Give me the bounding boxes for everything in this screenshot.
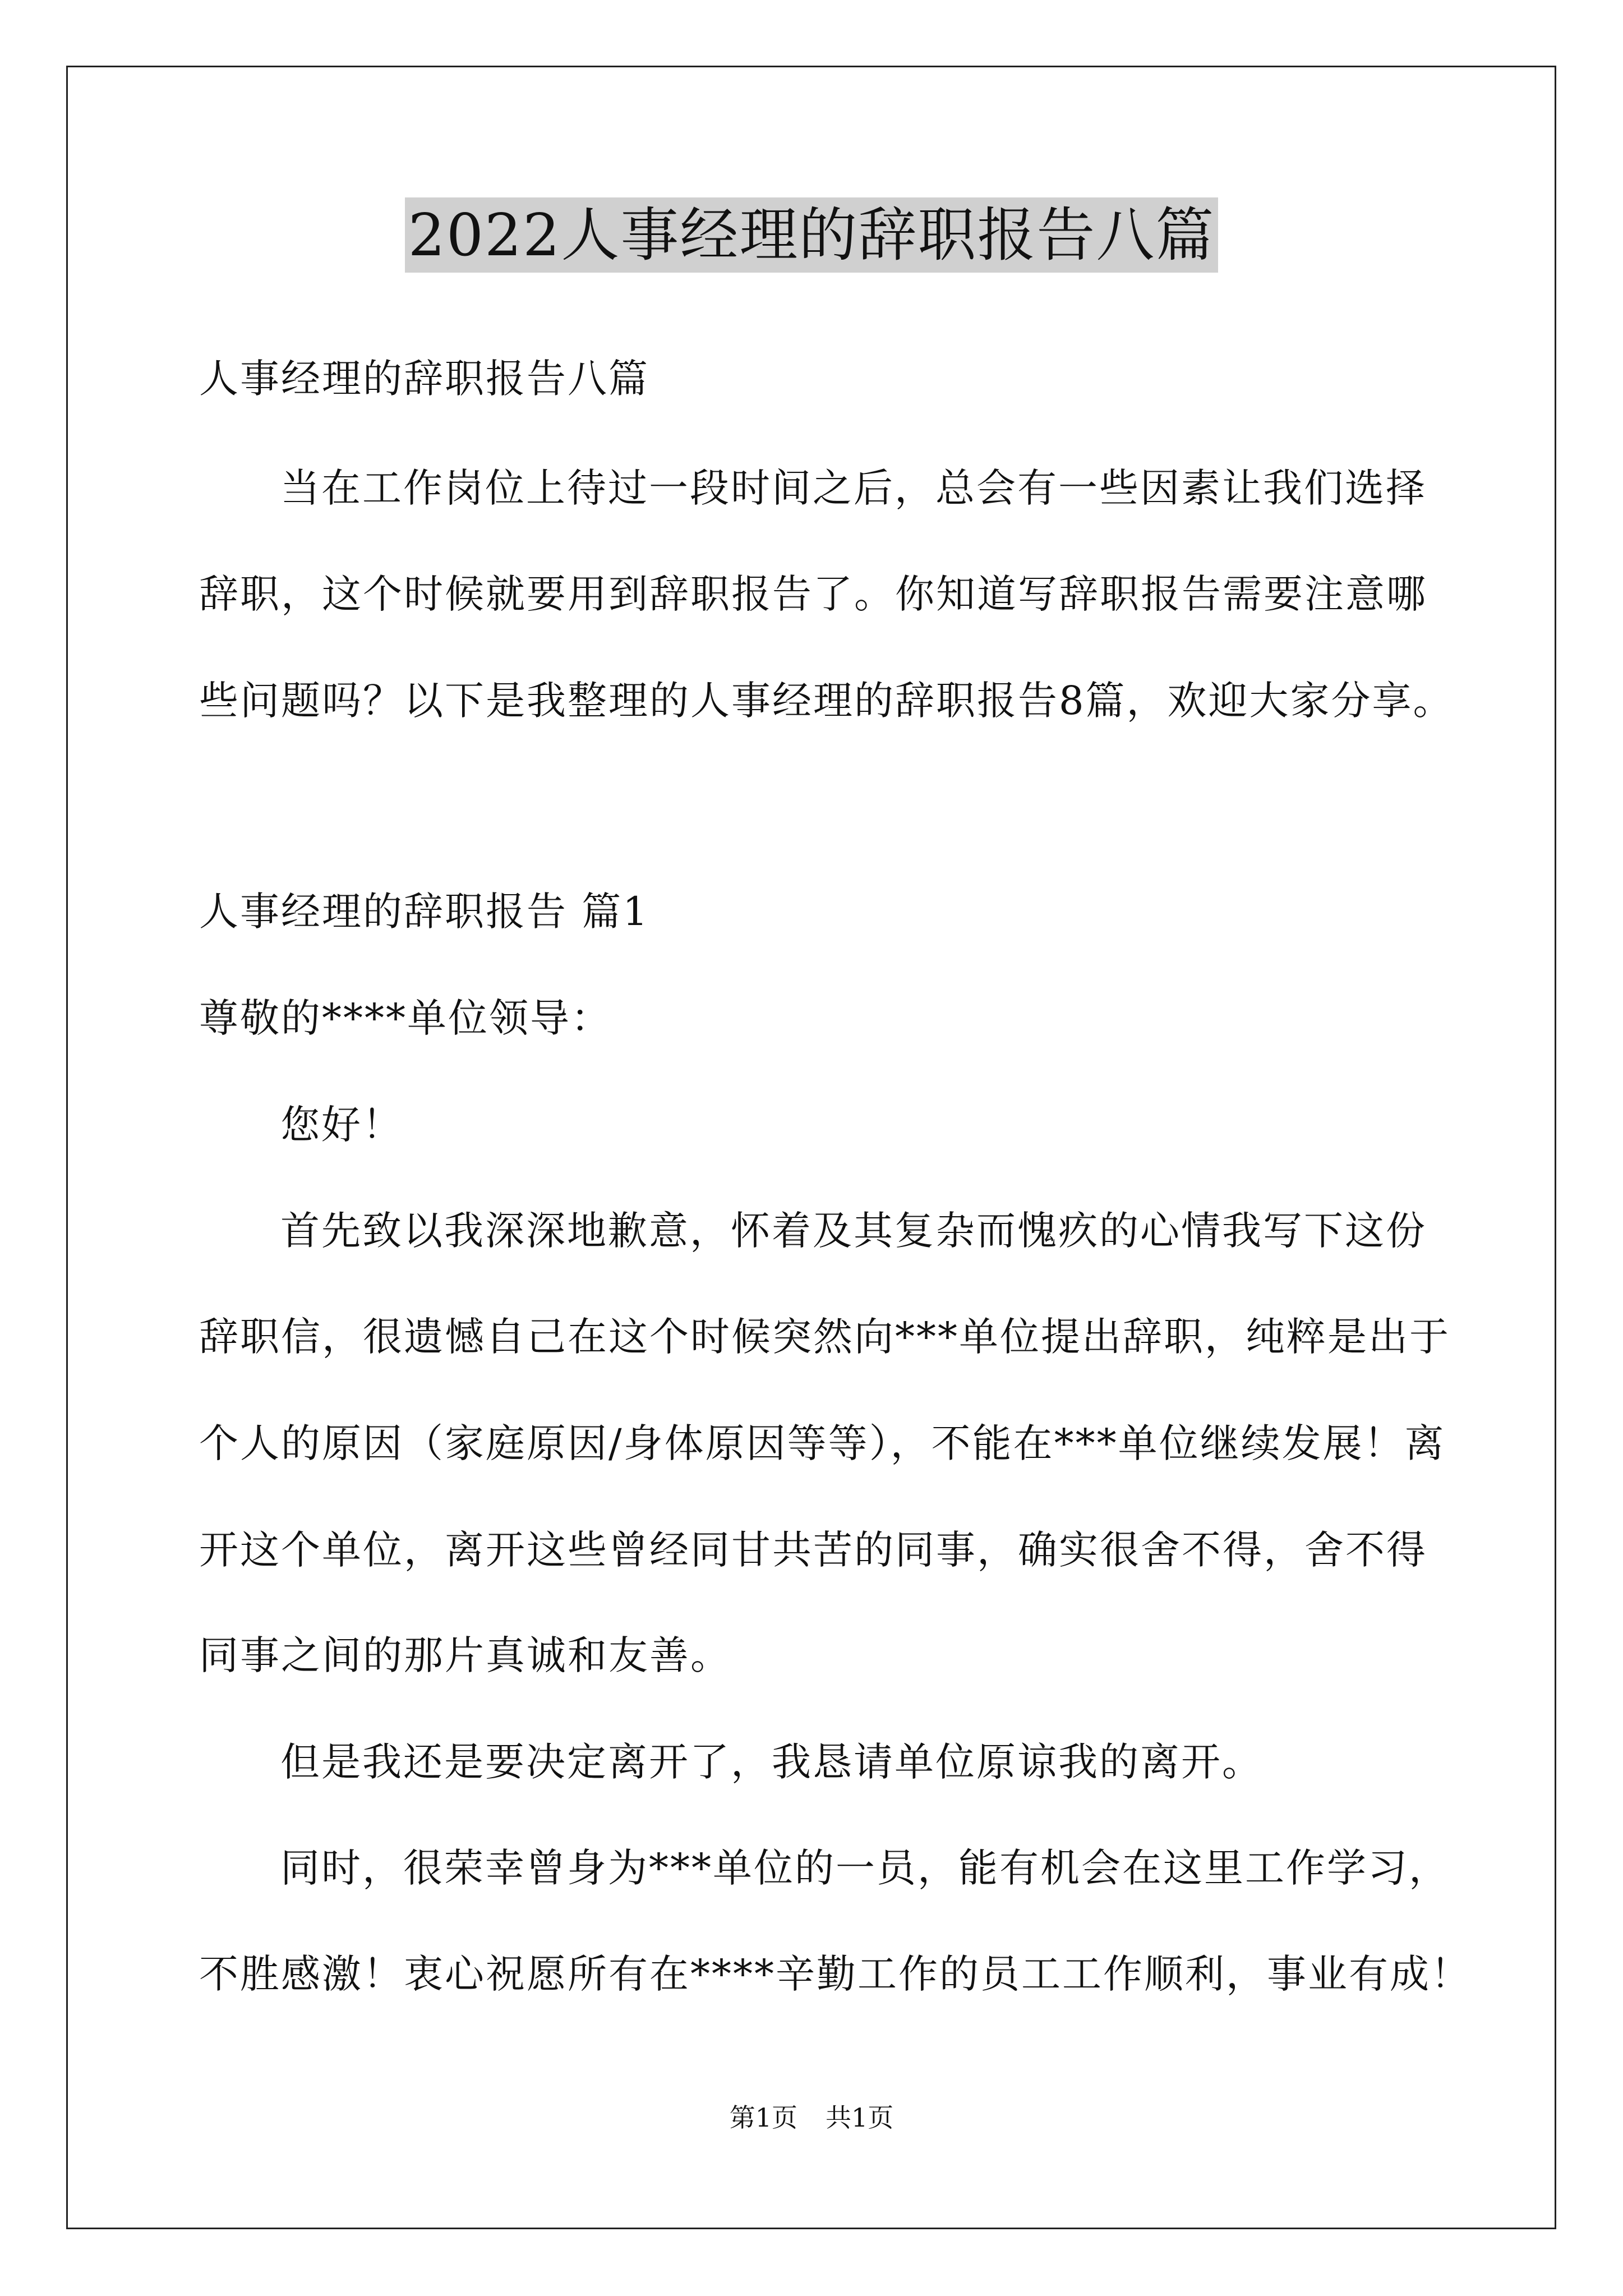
paragraph-line: 辞职，这个时候就要用到辞职报告了。你知道写辞职报告需要注意哪	[199, 571, 1427, 617]
paragraph-line: 首先致以我深深地歉意，怀着及其复杂而愧疚的心情我写下这份	[280, 1208, 1427, 1254]
paragraph-line: 同事之间的那片真诚和友善。	[199, 1632, 731, 1678]
paragraph-line: 当在工作岗位上待过一段时间之后，总会有一些因素让我们选择	[280, 465, 1427, 511]
page-footer	[0, 2101, 1623, 2134]
paragraph-line: 但是我还是要决定离开了，我恳请单位原谅我的离开。	[280, 1739, 1263, 1785]
document-title: 2022人事经理的辞职报告八篇	[405, 197, 1219, 273]
paragraph-line: 不胜感激！衷心祝愿所有在****辛勤工作的员工工作顺利，事业有成！	[199, 1951, 1472, 1997]
paragraph-line: 些问题吗？以下是我整理的人事经理的辞职报告8篇，欢迎大家分享。	[199, 678, 1454, 724]
paragraph-line: 开这个单位，离开这些曾经同甘共苦的同事，确实很舍不得，舍不得	[199, 1527, 1427, 1573]
title-container	[0, 197, 1623, 273]
greeting-line: 您好！	[280, 1102, 403, 1148]
page-number-total: 共1页	[826, 2102, 894, 2133]
subtitle-line: 人事经理的辞职报告八篇	[199, 356, 649, 402]
section-heading: 人事经理的辞职报告 篇1	[199, 889, 649, 935]
paragraph-line: 个人的原因（家庭原因/身体原因等等），不能在***单位继续发展！离	[199, 1420, 1446, 1466]
salutation-line: 尊敬的****单位领导：	[199, 995, 612, 1041]
paragraph-line: 同时，很荣幸曾身为***单位的一员，能有机会在这里工作学习，	[280, 1845, 1450, 1891]
paragraph-line: 辞职信，很遗憾自己在这个时候突然向***单位提出辞职，纯粹是出于	[199, 1314, 1450, 1360]
page-number-current: 第1页	[729, 2102, 797, 2133]
